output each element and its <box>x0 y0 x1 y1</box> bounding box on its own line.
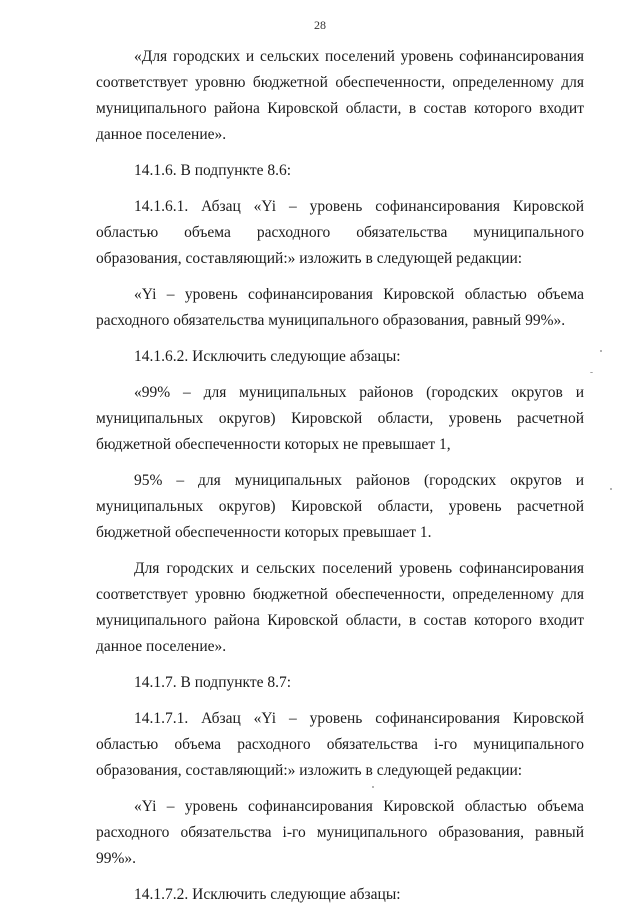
paragraph-14-1-6: 14.1.6. В подпункте 8.6: <box>134 162 292 179</box>
paragraph-99-percent: «99% – для муниципальных районов (городских округов и муниципальных округов) Кировской области, уровень расчетной бюджетной обеспеченности которых не превышает 1, <box>96 384 584 453</box>
scan-speck <box>610 488 612 490</box>
paragraph-14-1-7: 14.1.7. В подпункте 8.7: <box>134 674 292 691</box>
paragraph-14-1-7-1: 14.1.7.1. Абзац «Yi – уровень софинансирования Кировской областью объема расходного обязательства i-го муниципального образования, составляющий:» изложить в следующей редакции: <box>96 710 584 779</box>
paragraph-14-1-6-2: 14.1.6.2. Исключить следующие абзацы: <box>134 348 401 365</box>
paragraph-yi-99-1: «Yi – уровень софинансирования Кировской областью объема расходного обязательства муниципального образования, равный 99%». <box>96 286 584 329</box>
scan-speck <box>372 786 374 788</box>
document-body <box>96 44 584 918</box>
paragraph-yi-99-2: «Yi – уровень софинансирования Кировской областью объема расходного обязательства i-го муниципального образования, равный 99%». <box>96 798 584 867</box>
page-number: 28 <box>314 18 326 32</box>
scan-speck <box>590 372 593 373</box>
paragraph-95-percent: 95% – для муниципальных районов (городских округов и муниципальных округов) Кировской области, уровень расчетной бюджетной обеспеченности которых превышает 1. <box>96 472 584 541</box>
scan-speck <box>600 350 602 352</box>
paragraph-settlements-2: Для городских и сельских поселений уровень софинансирования соответствует уровню бюджетной обеспеченности, определенному для муниципального района Кировской области, в состав которого входит данное поселение». <box>96 560 584 655</box>
paragraph-quote-settlements-1: «Для городских и сельских поселений уровень софинансирования соответствует уровню бюджетной обеспеченности, определенному для муниципального района Кировской области, в состав которого входит данное поселение». <box>96 48 584 143</box>
paragraph-14-1-7-2: 14.1.7.2. Исключить следующие абзацы: <box>134 886 401 903</box>
paragraph-14-1-6-1: 14.1.6.1. Абзац «Yi – уровень софинансирования Кировской областью объема расходного обязательства муниципального образования, составляющий:» изложить в следующей редакции: <box>96 198 584 267</box>
